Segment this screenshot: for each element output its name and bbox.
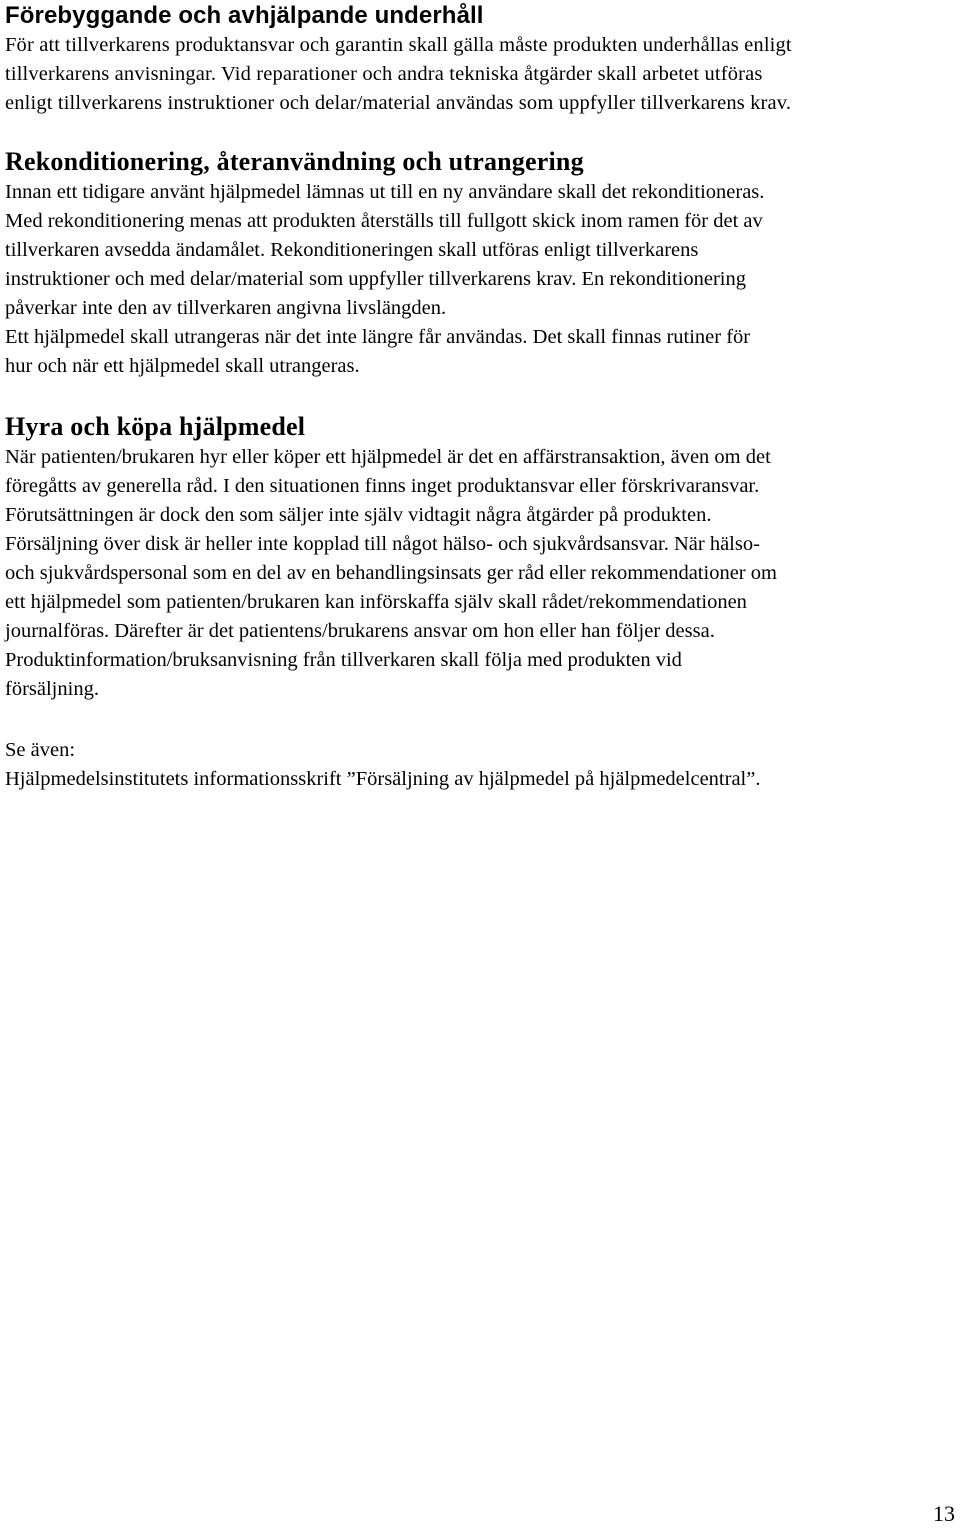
section-maintenance xyxy=(5,0,955,118)
text-line: Försäljning över disk är heller inte kopplad till något hälso- och sjukvårdsansvar. När hälso- xyxy=(5,533,760,555)
text-line: tillverkarens anvisningar. Vid reparationer och andra tekniska åtgärder skall arbetet utföras xyxy=(5,63,763,85)
heading-rent-buy: Hyra och köpa hjälpmedel xyxy=(5,412,306,441)
text-line: påverkar inte den av tillverkaren angivna livslängden. xyxy=(5,297,447,319)
text-line: Produktinformation/bruksanvisning från tillverkaren skall följa med produkten vid xyxy=(5,649,682,671)
text-line: försäljning. xyxy=(5,678,99,700)
text-line: För att tillverkarens produktansvar och garantin skall gälla måste produkten underhållas enligt xyxy=(5,34,792,56)
section-rent-buy xyxy=(5,411,955,704)
document-page xyxy=(5,0,955,790)
see-also-paragraph xyxy=(5,736,955,794)
text-line: journalföras. Därefter är det patientens/brukarens ansvar om hon eller han följer dessa. xyxy=(5,620,715,642)
heading-reconditioning: Rekonditionering, återanvändning och utrangering xyxy=(5,147,584,176)
paragraph-reconditioning xyxy=(5,178,955,381)
text-line: hur och när ett hjälpmedel skall utrangeras. xyxy=(5,355,360,377)
text-line: Med rekonditionering menas att produkten återställs till fullgott skick inom ramen för det av xyxy=(5,210,763,232)
text-line: föregåtts av generella råd. I den situationen finns inget produktansvar eller förskrivaransvar. xyxy=(5,475,760,497)
text-line: Ett hjälpmedel skall utrangeras när det inte längre får användas. Det skall finnas rutiner för xyxy=(5,326,751,348)
page-number: 13 xyxy=(933,1501,955,1526)
paragraph-maintenance xyxy=(5,31,955,118)
text-line: Innan ett tidigare använt hjälpmedel lämnas ut till en ny användare skall det rekonditioneras. xyxy=(5,181,765,203)
text-line: och sjukvårdspersonal som en del av en behandlingsinsats ger råd eller rekommendationer om xyxy=(5,562,777,584)
text-line: ett hjälpmedel som patienten/brukaren kan införskaffa själv skall rådet/rekommendationen xyxy=(5,591,747,613)
section-see-also xyxy=(5,736,955,794)
see-also-reference: Hjälpmedelsinstitutets informationsskrift ”Försäljning av hjälpmedel på hjälpmedelcentral”. xyxy=(5,768,761,790)
text-line: Förutsättningen är dock den som säljer inte själv vidtagit några åtgärder på produkten. xyxy=(5,504,712,526)
paragraph-rent-buy xyxy=(5,443,955,704)
text-line: När patienten/brukaren hyr eller köper ett hjälpmedel är det en affärstransaktion, även om det xyxy=(5,446,771,468)
heading-maintenance: Förebyggande och avhjälpande underhåll xyxy=(5,2,484,29)
section-reconditioning xyxy=(5,146,955,381)
text-line: enligt tillverkarens instruktioner och delar/material användas som uppfyller tillverkarens krav. xyxy=(5,92,792,114)
see-also-label: Se även: xyxy=(5,739,76,761)
text-line: tillverkaren avsedda ändamålet. Rekonditioneringen skall utföras enligt tillverkarens xyxy=(5,239,699,261)
text-line: instruktioner och med delar/material som uppfyller tillverkarens krav. En rekonditionering xyxy=(5,268,747,290)
